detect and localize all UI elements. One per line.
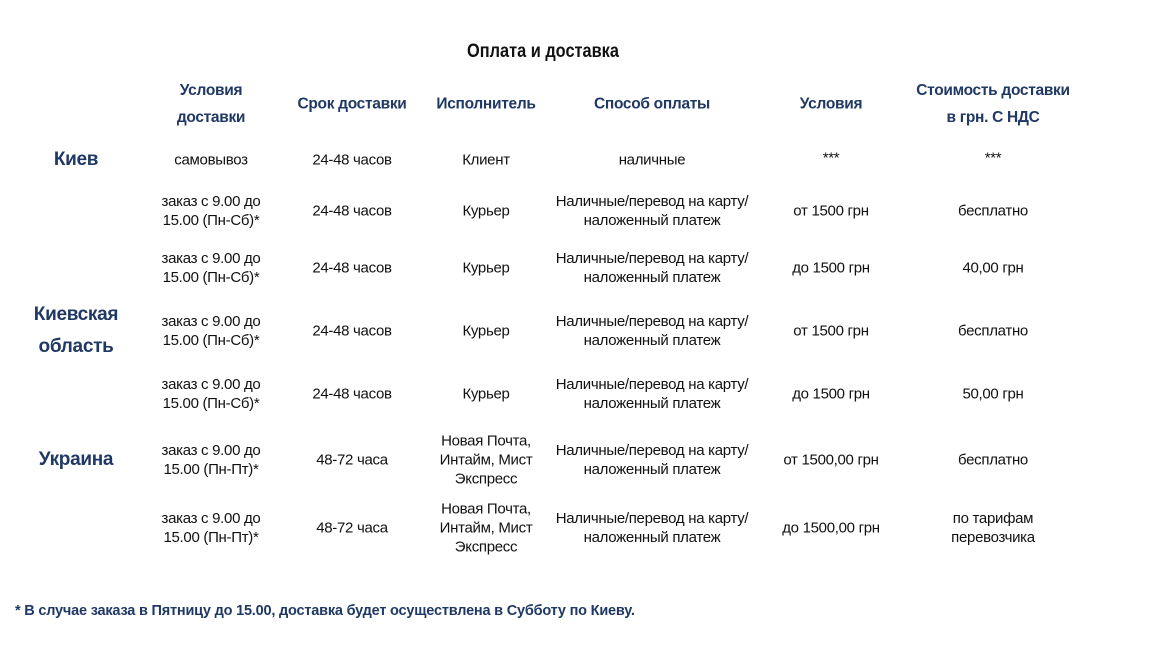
table-cell: по тарифам перевозчика [951,510,1035,546]
table-cell: 24-48 часов [312,385,392,403]
table-cell: самовывоз [174,151,248,169]
table-cell: наличные [618,151,686,169]
table-cell: от 1500 грн [793,322,869,340]
table-cell: Курьер [462,322,510,340]
table-cell: *** [822,149,840,167]
table-cell: до 1500,00 грн [782,519,880,537]
table-cell: заказ с 9.00 до 15.00 (Пн-Сб)* [161,193,261,229]
table-cell: Наличные/перевод на карту/ наложенный платеж [555,313,749,349]
table-cell: Курьер [462,202,510,220]
table-cell: 48-72 часа [316,451,388,469]
header-delivery-terms: Условия доставки [176,82,246,126]
table-cell: заказ с 9.00 до 15.00 (Пн-Пт)* [161,442,261,478]
table-cell: Новая Почта, Интайм, Мист Экспресс [439,432,533,488]
table-cell: заказ с 9.00 до 15.00 (Пн-Сб)* [161,250,261,286]
table-cell: бесплатно [958,451,1028,469]
table-cell: 24-48 часов [312,202,392,220]
table-cell: от 1500 грн [793,202,869,220]
table-cell: заказ с 9.00 до 15.00 (Пн-Пт)* [161,510,261,546]
table-cell: бесплатно [958,202,1028,220]
header-executor: Исполнитель [436,95,536,113]
table-cell: Новая Почта, Интайм, Мист Экспресс [439,500,533,556]
table-cell: 24-48 часов [312,322,392,340]
table-cell: 24-48 часов [312,151,392,169]
table-cell: Наличные/перевод на карту/ наложенный платеж [555,442,749,478]
table-cell: Курьер [462,259,510,277]
table-cell: *** [984,149,1002,167]
table-cell: от 1500,00 грн [783,451,879,469]
table-cell: Курьер [462,385,510,403]
page-title: Оплата и доставка [467,41,619,62]
table-cell: бесплатно [958,322,1028,340]
table-cell: 50,00 грн [962,385,1024,403]
table-cell: 40,00 грн [962,259,1024,277]
table-cell: Наличные/перевод на карту/ наложенный платеж [555,193,749,229]
table-cell: заказ с 9.00 до 15.00 (Пн-Сб)* [161,376,261,412]
table-cell: Наличные/перевод на карту/ наложенный платеж [555,510,749,546]
table-cell: до 1500 грн [792,259,870,277]
region-kyiv-oblast: Киевская область [33,304,119,357]
table-cell: 48-72 часа [316,519,388,537]
footnote: * В случае заказа в Пятницу до 15.00, доставка будет осуществлена в Субботу по Киеву. [15,603,635,619]
header-delivery-time: Срок доставки [297,95,407,113]
header-payment-method: Способ оплаты [593,95,710,113]
table-cell: Наличные/перевод на карту/ наложенный платеж [555,250,749,286]
header-delivery-cost: Стоимость доставки в грн. С НДС [916,82,1070,126]
table-cell: до 1500 грн [792,385,870,403]
region-ukraine: Украина [38,449,114,470]
header-conditions: Условия [799,95,863,113]
table-cell: заказ с 9.00 до 15.00 (Пн-Сб)* [161,313,261,349]
table-cell: 24-48 часов [312,259,392,277]
table-cell: Наличные/перевод на карту/ наложенный платеж [555,376,749,412]
table-cell: Клиент [462,151,510,169]
region-kyiv: Киев [53,149,99,170]
